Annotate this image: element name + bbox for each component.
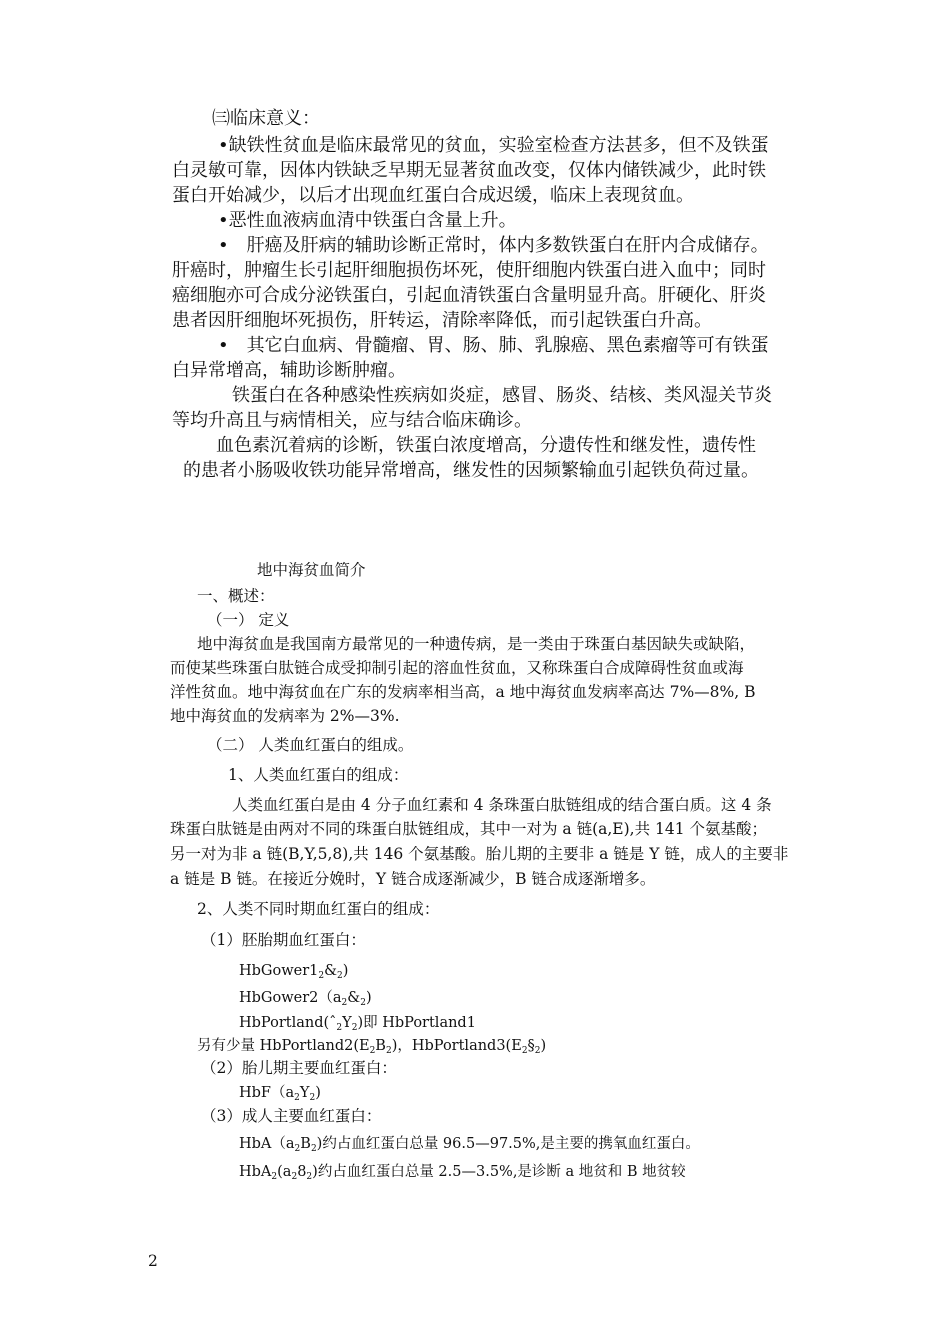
hemoglobin-formula: $HbGower1_2\&_2$): [239, 963, 349, 981]
period-heading: （2）胎儿期主要血红蛋白：: [201, 1059, 397, 1077]
paragraph-line: •恶性血液病血清中铁蛋白含量上升。: [218, 210, 517, 231]
paragraph-line: 而使某些珠蛋白肽链合成受抑制引起的溶血性贫血，又称珠蛋白合成障碍性贫血或海: [170, 659, 744, 677]
overview-heading: 一、概述：: [197, 587, 275, 605]
paragraph-line: 白灵敏可靠，因体内铁缺乏早期无显著贫血改变，仅体内储铁减少，此时铁: [172, 160, 766, 181]
section1-heading: ㈢临床意义：: [212, 108, 320, 129]
paragraph-line: 血色素沉着病的诊断，铁蛋白浓度增高，分遗传性和继发性，遗传性: [216, 435, 756, 456]
subsection-heading: 2、人类不同时期血红蛋白的组成：: [197, 900, 440, 918]
period-heading: （3）成人主要血红蛋白：: [201, 1107, 382, 1125]
paragraph-line: 地中海贫血的发病率为 2%—3%.: [170, 707, 400, 725]
paragraph-line: 珠蛋白肽链是由两对不同的珠蛋白肽链组成，其中一对为 a 链(a,E),共 141 个氨基酸；: [170, 820, 768, 838]
paragraph-line: 蛋白开始减少，以后才出现血红蛋白合成迟缓，临床上表现贫血。: [172, 185, 694, 206]
hemoglobin-formula: $HbA(a_2B_2)$约占血红蛋白总量 96.5—97.5%,是主要的携氧血红蛋白。: [239, 1136, 700, 1154]
paragraph-line: •缺铁性贫血是临床最常见的贫血，实验室检查方法甚多，但不及铁蛋: [218, 135, 769, 156]
paragraph-line: 人类血红蛋白是由 4 分子血红素和 4 条珠蛋白肽链组成的结合蛋白质。这 4 条: [232, 796, 772, 814]
period-heading: （1）胚胎期血红蛋白：: [201, 931, 366, 949]
hemoglobin-formula: $HbGower2(a_2\&_2)$: [239, 990, 372, 1008]
paragraph-line: a 链是 B 链。在接近分娩时，Y 链合成逐渐减少，B 链合成逐渐增多。: [170, 870, 656, 888]
paragraph-line: 洋性贫血。地中海贫血在广东的发病率相当高，a 地中海贫血发病率高达 7%—8%, B: [170, 683, 756, 701]
paragraph-line: • 其它白血病、骨髓瘤、胃、肠、肺、乳腺癌、黑色素瘤等可有铁蛋: [218, 335, 769, 356]
paragraph-line: 另一对为非 a 链(B,Y,5,8),共 146 个氨基酸。胎儿期的主要非 a 链是 Y 链，成人的主要非: [170, 845, 789, 863]
section2-title: 地中海贫血简介: [257, 561, 366, 579]
paragraph-line: 肝癌时，肿瘤生长引起肝细胞损伤坏死，使肝细胞内铁蛋白进入血中；同时: [172, 260, 766, 281]
paragraph-line: 地中海贫血是我国南方最常见的一种遗传病，是一类由于珠蛋白基因缺失或缺陷，: [197, 635, 756, 653]
paragraph-line: 患者因肝细胞坏死损伤，肝转运，清除率降低，而引起铁蛋白升高。: [172, 310, 712, 331]
hemoglobin-formula: $HbPortland(ˆ_2Y_2)$即 HbPortland1: [239, 1015, 476, 1033]
paragraph-line: 铁蛋白在各种感染性疾病如炎症，感冒、肠炎、结核、类风湿关节炎: [232, 385, 772, 406]
subsection-heading: 1、人类血红蛋白的组成：: [228, 766, 409, 784]
page-number: 2: [148, 1252, 158, 1270]
hemoglobin-formula: $HbA_2(a_28_2)$约占血红蛋白总量 2.5—3.5%,是诊断 a 地贫和 B 地贫较: [239, 1164, 686, 1182]
definition-heading: （一） 定义: [207, 611, 290, 629]
paragraph-line: • 肝癌及肝病的辅助诊断正常时，体内多数铁蛋白在肝内合成储存。: [218, 235, 769, 256]
composition-heading: （二） 人类血红蛋白的组成。: [207, 736, 414, 754]
paragraph-line: 癌细胞亦可合成分泌铁蛋白，引起血清铁蛋白含量明显升高。肝硬化、肝炎: [172, 285, 766, 306]
hemoglobin-formula: $HbF(a_2Y_2)$: [239, 1085, 321, 1103]
paragraph-line: 等均升高且与病情相关，应与结合临床确诊。: [172, 410, 532, 431]
paragraph-line: 的患者小肠吸收铁功能异常增高，继发性的因频繁输血引起铁负荷过量。: [183, 460, 759, 481]
paragraph-line: 白异常增高，辅助诊断肿瘤。: [172, 360, 406, 381]
hemoglobin-formula: 另有少量 $HbPortland2(E_2B_2)$，$HbPortland3(E_2\S_2)$: [197, 1038, 547, 1056]
